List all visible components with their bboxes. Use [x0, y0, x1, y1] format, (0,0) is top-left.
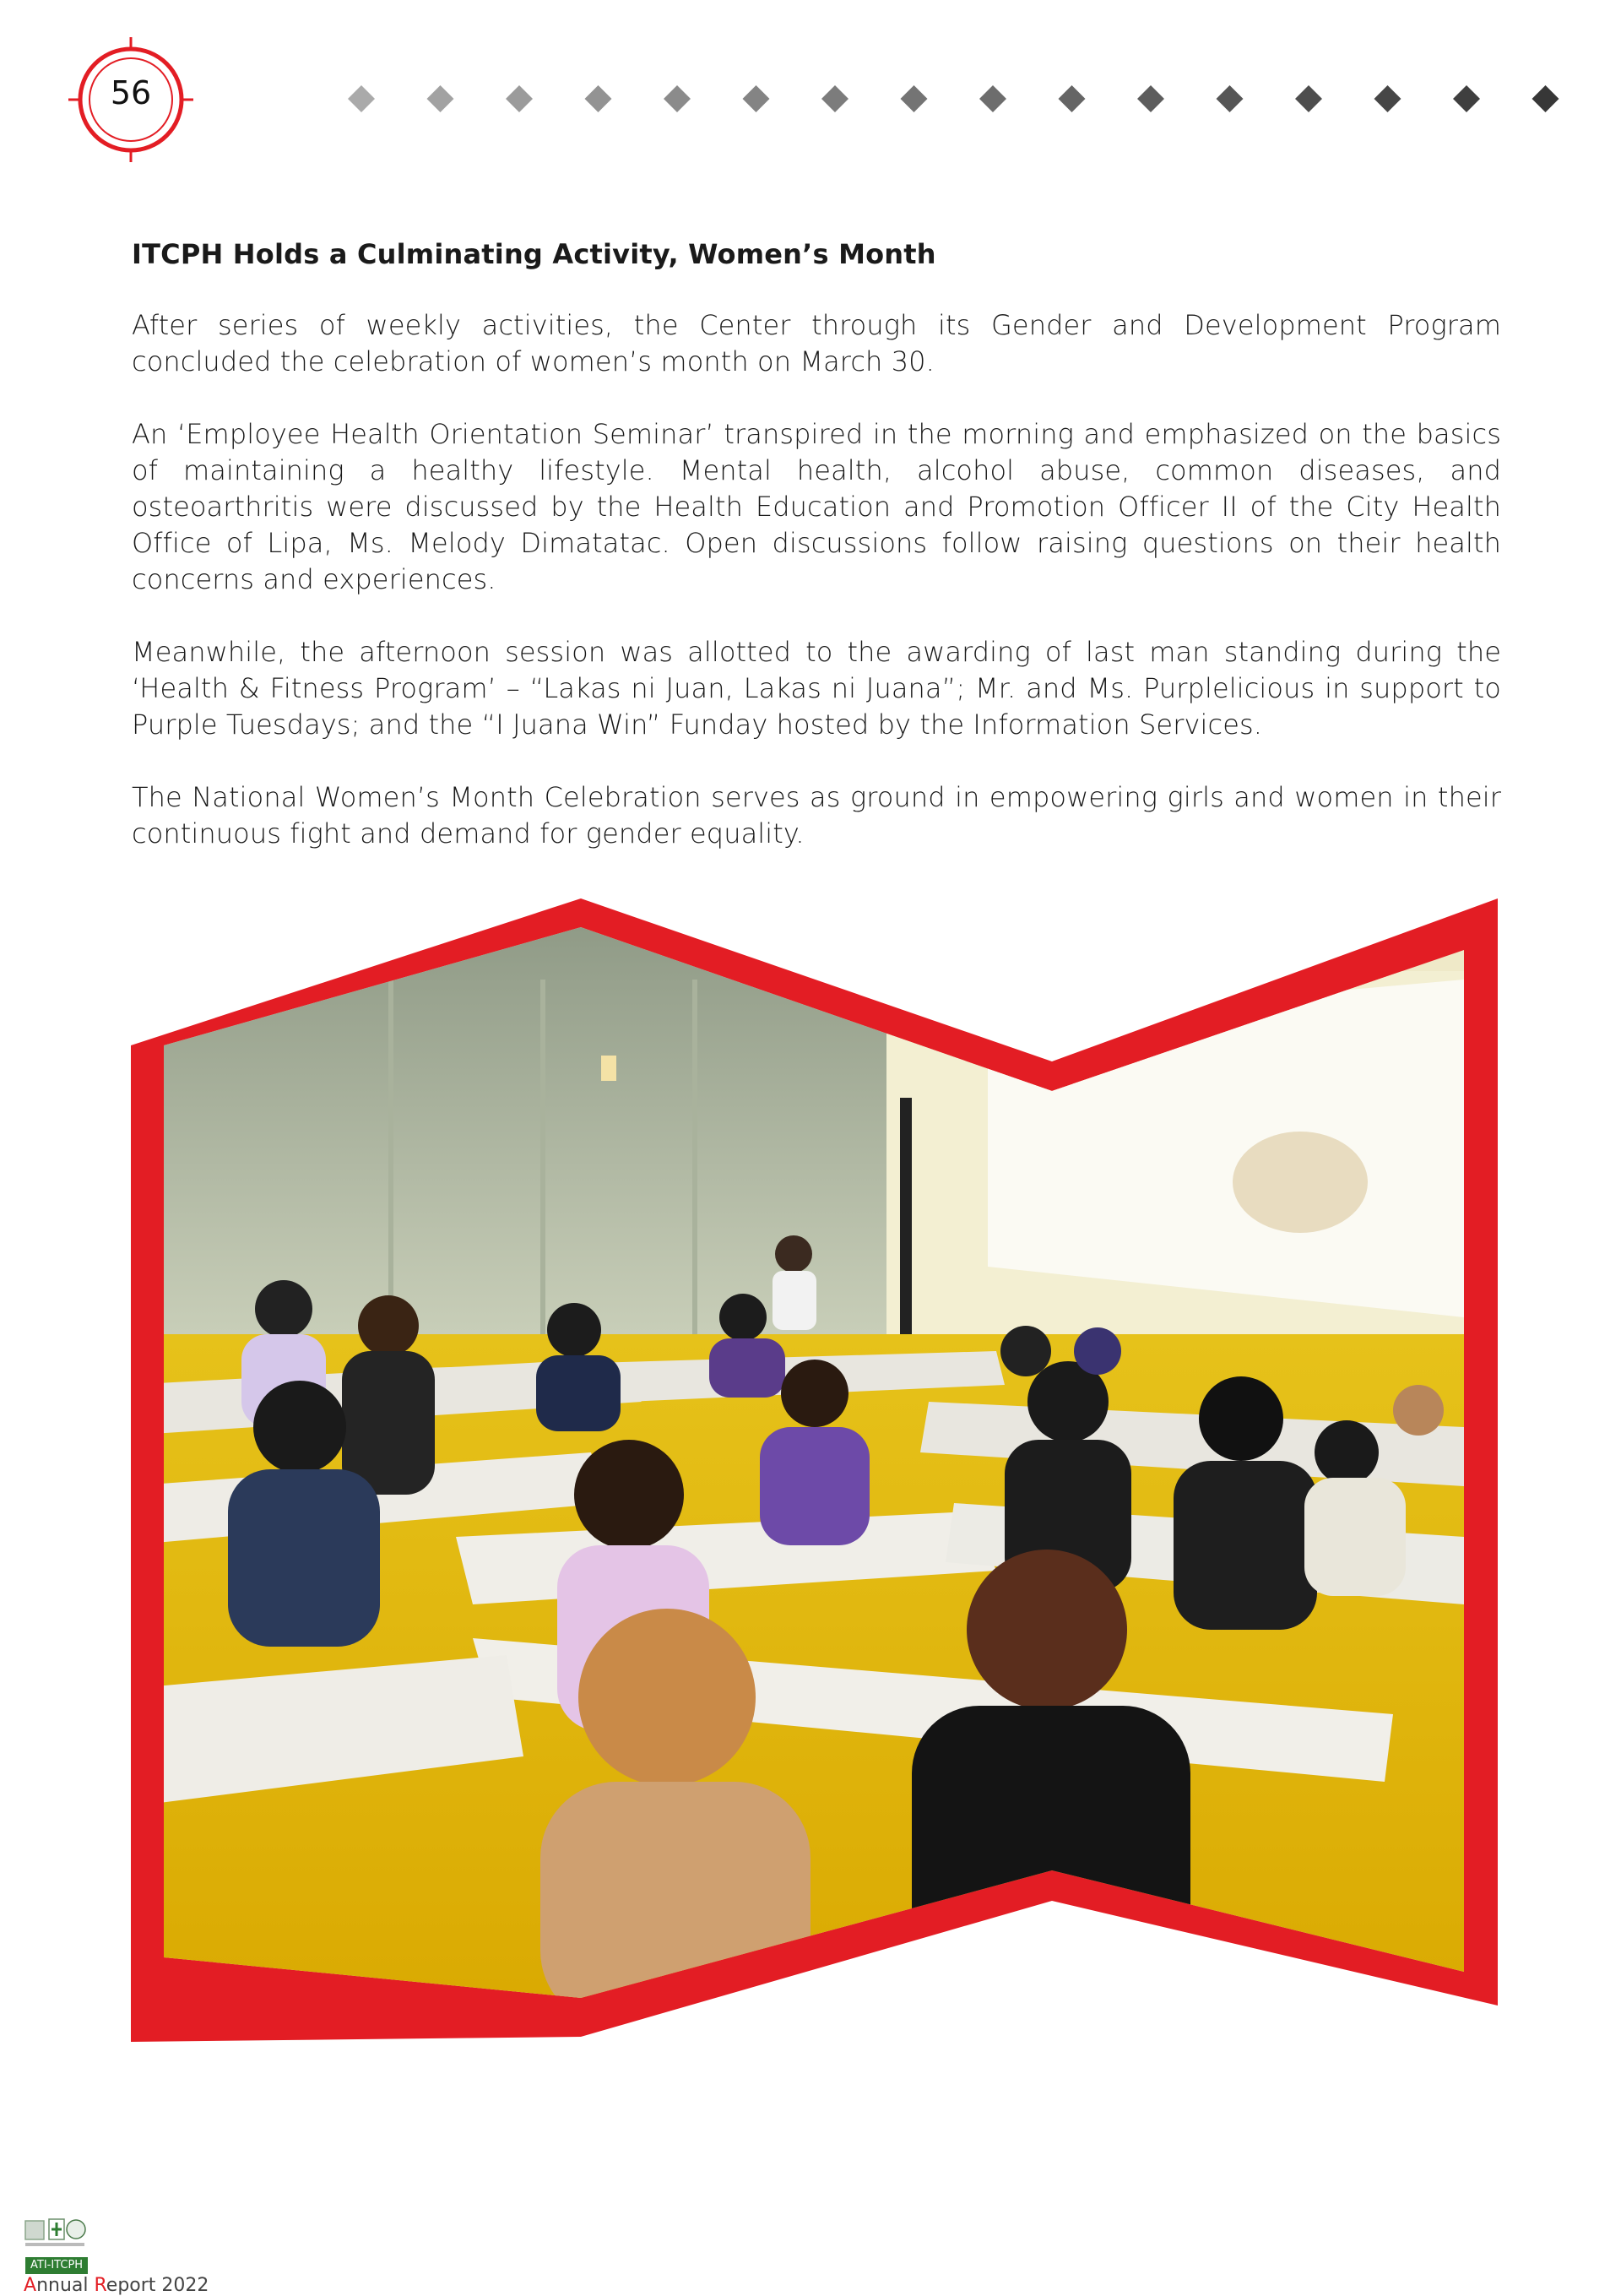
- footer-report-letter-r: R: [94, 2275, 106, 2296]
- footer-report-word-report: eport 2022: [106, 2275, 209, 2296]
- page-number: 56: [110, 74, 152, 111]
- article-paragraph-3: Meanwhile, the afternoon session was allotted to the awarding of last man standing during the ‘Health & Fitness Program’ – “Lakas ni Juan, Lakas ni Juana”; Mr. and Ms. Purplelicious in support to Purple Tuesdays; and the “I Juana Win” Funday hosted by the Information Services.: [132, 636, 1501, 741]
- article-title: ITCPH Holds a Culminating Activity, Women’s Month: [132, 238, 936, 270]
- footer-report-word-annual: nnual: [36, 2275, 95, 2296]
- article-paragraph-2: An ‘Employee Health Orientation Seminar’ transpired in the morning and emphasized on the basics of maintaining a healthy lifestyle. Mental health, alcohol abuse, common diseases, and osteoarthritis were discussed by the Health Education and Promotion Officer II of the City Health Office of Lipa, Ms. Melody Dimatatac. Open discussions follow raising questions on their health concerns and experiences.: [132, 418, 1501, 595]
- footer-report-title: [24, 2275, 209, 2296]
- footer-report-letter-a: A: [24, 2275, 37, 2296]
- ati-itcph-logo: [24, 2209, 86, 2256]
- footer-brand-label: ATI-ITCPH: [25, 2257, 88, 2274]
- article-paragraph-4: The National Women’s Month Celebration serves as ground in empowering girls and women in their continuous fight and demand for gender equality.: [132, 781, 1501, 849]
- classroom-scene: [127, 920, 1511, 2052]
- article-paragraph-1: After series of weekly activities, the Center through its Gender and Development Program concluded the celebration of women’s month on March 30.: [132, 309, 1501, 377]
